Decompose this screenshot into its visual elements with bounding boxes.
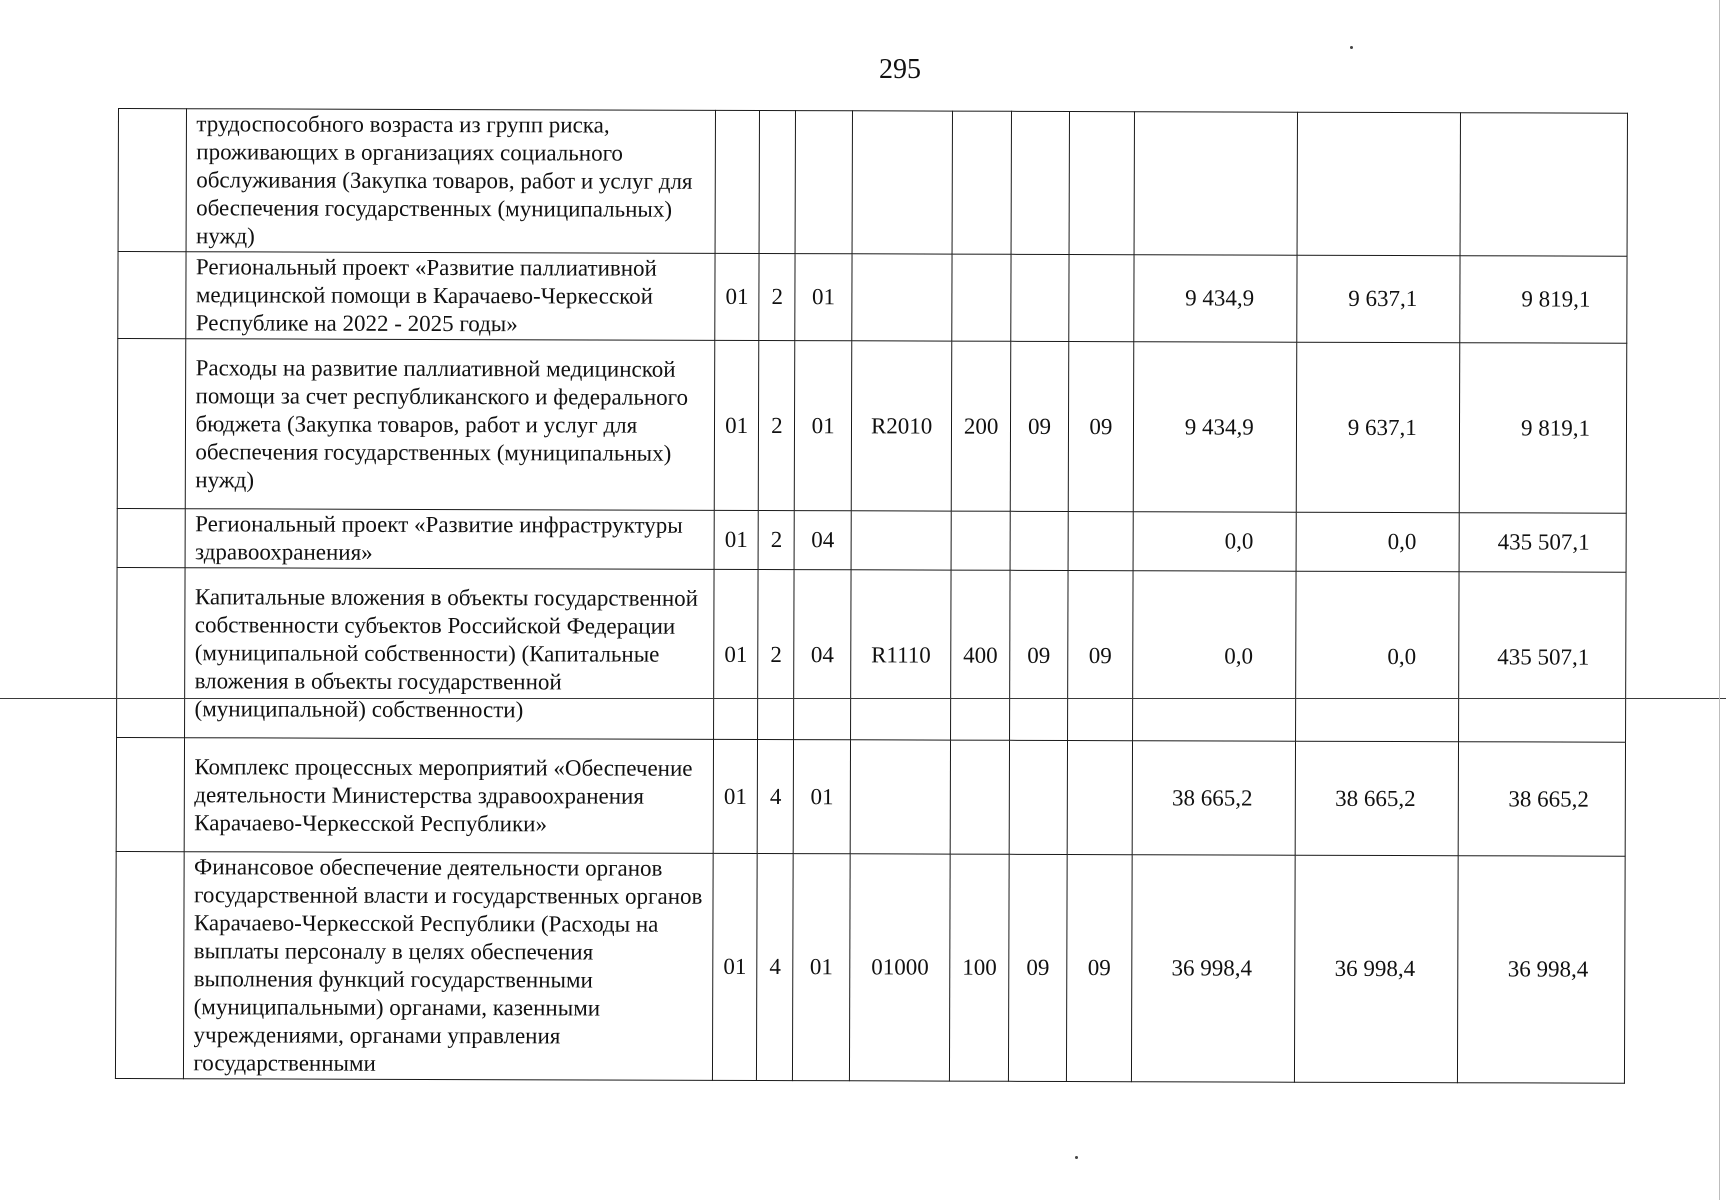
direction-code: [852, 111, 953, 254]
row-number-cell: [117, 508, 186, 567]
direction-code: 01000: [849, 854, 950, 1081]
amount-year-1: [1134, 112, 1298, 256]
direction-code: [851, 511, 952, 570]
amount-year-1: 9 434,9: [1133, 255, 1296, 343]
scan-speck: [1075, 1156, 1078, 1159]
subprogram-code: 4: [757, 740, 794, 854]
subsection-code: [1069, 254, 1134, 341]
table-row: [117, 508, 1626, 572]
section-code: [1011, 254, 1070, 341]
subprogram-code: [759, 111, 796, 254]
section-code: 09: [1009, 570, 1068, 740]
amount-year-2: 9 637,1: [1297, 255, 1460, 343]
amount-year-2: 38 665,2: [1295, 741, 1458, 856]
scan-speck: [1350, 46, 1353, 49]
program-code: 01: [714, 340, 759, 510]
subsection-code: [1067, 740, 1132, 854]
subprogram-code: 2: [758, 341, 795, 511]
section-code: [1011, 111, 1070, 254]
expense-type-code: [953, 111, 1012, 254]
amount-year-3: 38 665,2: [1458, 742, 1626, 857]
program-code: 01: [713, 739, 758, 853]
amount-year-3: 435 507,1: [1458, 572, 1626, 743]
event-code: 04: [794, 570, 851, 740]
page-edge-line: [1719, 0, 1720, 1200]
subprogram-code: 2: [758, 511, 794, 570]
event-code: [796, 111, 853, 254]
amount-year-2: 0,0: [1296, 512, 1459, 572]
program-code: [715, 110, 760, 253]
event-code: 01: [794, 740, 851, 854]
event-code: 01: [795, 254, 852, 341]
row-description: Расходы на развитие паллиативной медицинской помощи за счет республиканского и федерального бюджета (Закупка товаров, работ и услуг для обеспечения государственных (муниципальных) нужд): [186, 339, 715, 511]
amount-year-3: 36 998,4: [1457, 856, 1625, 1084]
table-row: [118, 109, 1627, 257]
row-description: Финансовое обеспечение деятельности органов государственной власти и государственных органов Карачаево-Черкесской Республики (Расходы на выплаты персоналу в целях обеспечения выполнения функций государственными (муниципальными) органами, казенными учреждениями, органами управления государственными: [184, 852, 713, 1081]
page-number: 295: [879, 54, 921, 85]
amount-year-2: 36 998,4: [1294, 855, 1458, 1083]
table-row: [118, 252, 1627, 344]
amount-year-1: 0,0: [1132, 571, 1296, 742]
subsection-code: 09: [1067, 854, 1132, 1081]
program-code: 01: [713, 569, 758, 739]
section-code: [1010, 511, 1069, 570]
event-code: 04: [795, 511, 852, 570]
amount-year-3: 9 819,1: [1460, 256, 1627, 344]
subprogram-code: 4: [757, 854, 794, 1081]
subsection-code: [1069, 111, 1134, 254]
row-description: Региональный проект «Развитие инфраструктуры здравоохранения»: [186, 509, 715, 570]
expense-type-code: [951, 740, 1010, 854]
amount-year-2: 0,0: [1295, 571, 1459, 742]
row-number-cell: [117, 339, 186, 509]
table-row: [115, 851, 1625, 1083]
amount-year-1: 38 665,2: [1132, 741, 1295, 856]
direction-code: R2010: [851, 341, 952, 511]
row-number-cell: [118, 252, 187, 339]
amount-year-3: 9 819,1: [1459, 343, 1627, 514]
table-row: [117, 339, 1627, 514]
amount-year-1: 9 434,9: [1133, 342, 1297, 513]
program-code: 01: [714, 510, 758, 569]
row-description: Комплекс процессных мероприятий «Обеспечение деятельности Министерства здравоохранения Карачаево-Черкесской Республики»: [185, 738, 714, 854]
subsection-code: [1068, 511, 1133, 570]
subsection-code: 09: [1068, 341, 1133, 511]
expense-type-code: 200: [952, 341, 1011, 511]
program-code: 01: [712, 853, 757, 1080]
subsection-code: 09: [1068, 570, 1133, 740]
table-row: [116, 737, 1625, 856]
row-number-cell: [118, 109, 187, 252]
amount-year-3: 435 507,1: [1459, 513, 1626, 573]
amount-year-2: [1297, 112, 1461, 256]
program-code: 01: [715, 253, 760, 340]
row-number-cell: [116, 737, 185, 851]
amount-year-3: [1460, 113, 1628, 257]
event-code: 01: [795, 341, 852, 511]
expense-type-code: [952, 254, 1011, 341]
event-code: 01: [793, 854, 850, 1081]
row-description: Региональный проект «Развитие паллиативной медицинской помощи в Карачаево-Черкесской Республике на 2022 - 2025 годы»: [186, 252, 715, 341]
scan-fold-line: [0, 698, 1726, 699]
expense-type-code: 100: [950, 854, 1009, 1081]
section-code: [1009, 740, 1068, 854]
direction-code: [850, 740, 951, 854]
expense-type-code: [952, 511, 1011, 570]
row-description: Капитальные вложения в объекты государственной собственности субъектов Российской Федерации (муниципальной собственности) (Капитальные вложения в объекты государственной (муниципальной) собственности): [185, 568, 714, 740]
row-description: трудоспособного возраста из групп риска, проживающих в организациях социального обслуживания (Закупка товаров, работ и услуг для обеспечения государственных (муниципальных) нужд): [187, 109, 716, 254]
subprogram-code: 2: [759, 254, 796, 341]
section-code: 09: [1010, 341, 1069, 511]
amount-year-1: 36 998,4: [1131, 855, 1295, 1083]
table-row: [117, 567, 1627, 742]
amount-year-2: 9 637,1: [1296, 342, 1460, 513]
section-code: 09: [1008, 854, 1067, 1081]
direction-code: R1110: [850, 570, 951, 740]
amount-year-1: 0,0: [1133, 512, 1296, 572]
budget-table: [115, 108, 1628, 1084]
subprogram-code: 2: [758, 570, 795, 740]
direction-code: [852, 254, 953, 341]
row-number-cell: [117, 567, 186, 737]
expense-type-code: 400: [951, 570, 1010, 740]
row-number-cell: [115, 851, 184, 1078]
